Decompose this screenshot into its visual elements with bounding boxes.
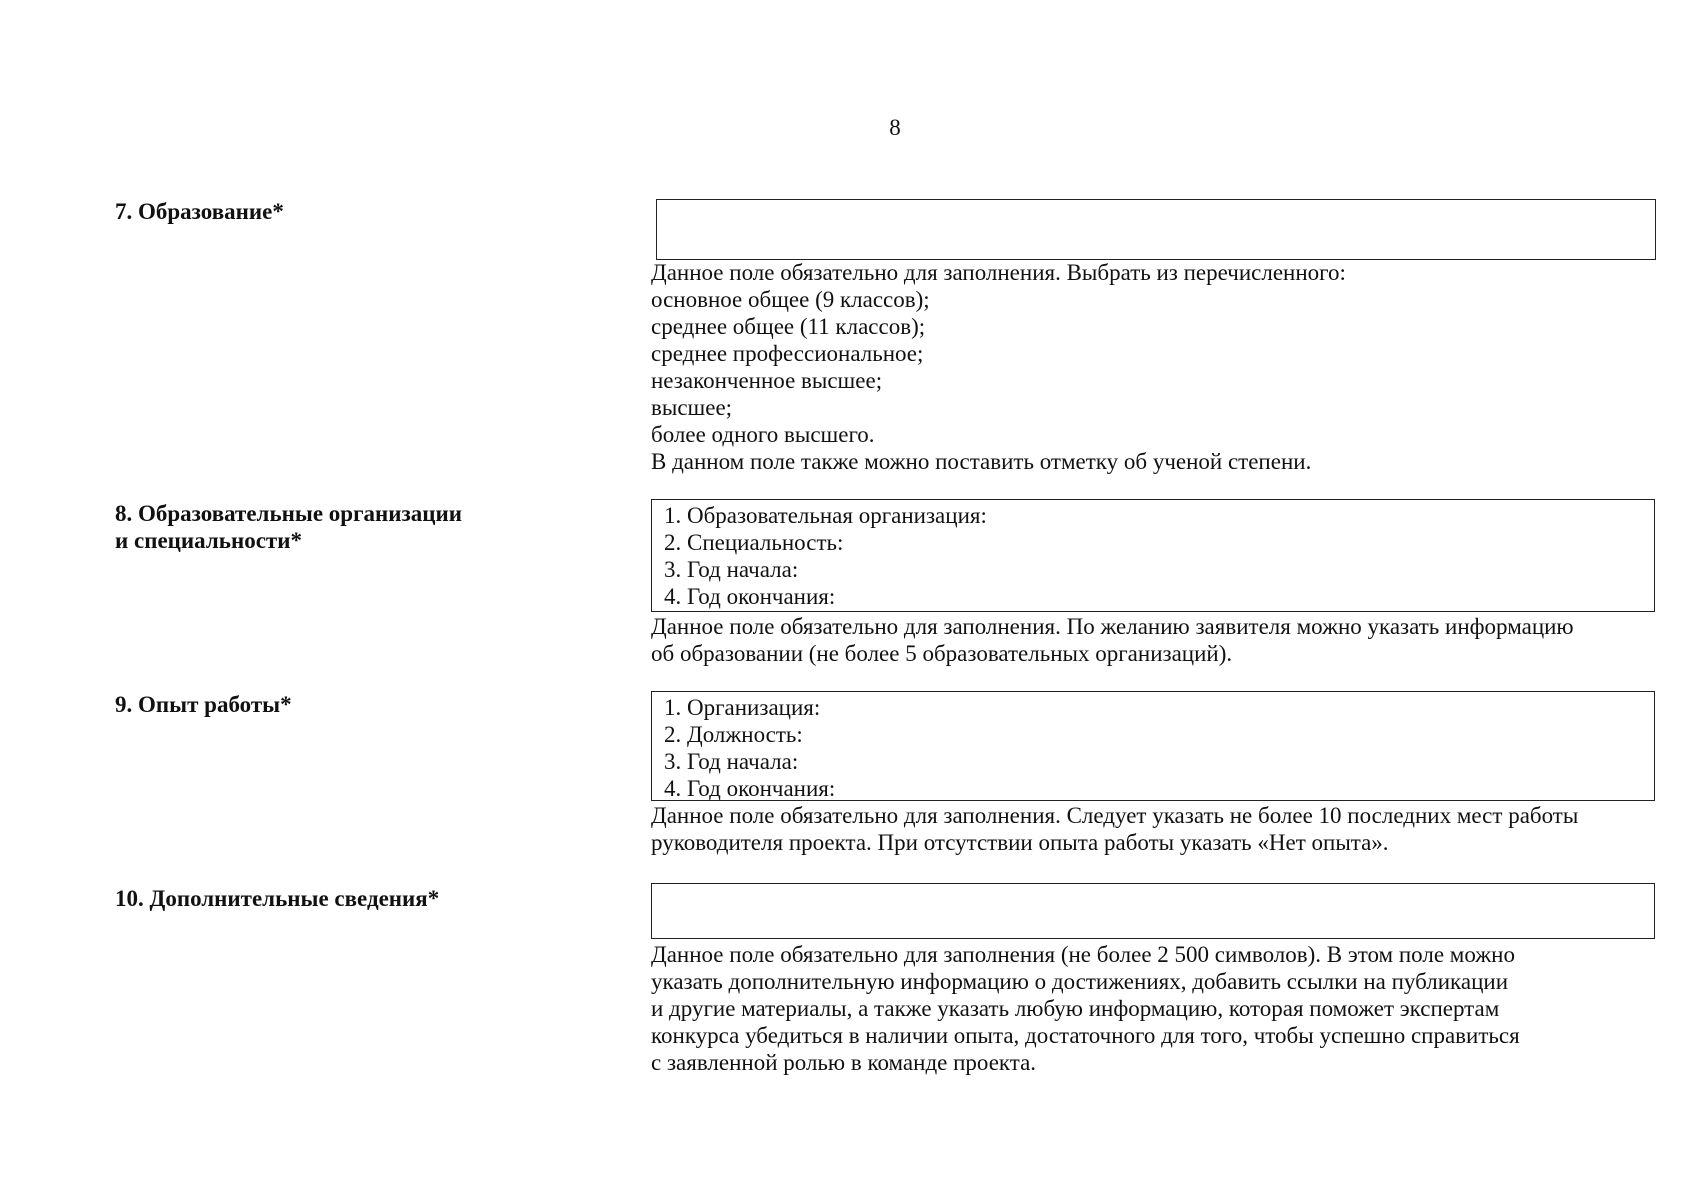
- hint-line: Данное поле обязательно для заполнения. По желанию заявителя можно указать информацию: [651, 614, 1574, 639]
- box-line: 1. Организация:: [664, 695, 821, 720]
- hint-line: более одного высшего.: [651, 422, 875, 447]
- hint-line: среднее профессиональное;: [651, 341, 924, 366]
- hint-line: указать дополнительную информацию о достижениях, добавить ссылки на публикации: [651, 969, 1509, 994]
- hint-line: и другие материалы, а также указать любую информацию, которая поможет экспертам: [651, 996, 1500, 1021]
- hint-line: с заявленной ролью в команде проекта.: [651, 1050, 1037, 1075]
- education-field[interactable]: [656, 199, 1656, 260]
- additional-info-label: [115, 885, 635, 912]
- label-line: 8. Образовательные организации: [115, 501, 463, 526]
- hint-line: незаконченное высшее;: [651, 368, 883, 393]
- box-line: 3. Год начала:: [664, 749, 799, 774]
- box-line: 2. Должность:: [664, 722, 803, 747]
- work-experience-field[interactable]: [651, 691, 1655, 801]
- label-line: и специальности*: [115, 528, 302, 553]
- education-label: [115, 198, 635, 225]
- box-line: 4. Год окончания:: [664, 584, 836, 609]
- work-experience-hint: [651, 802, 1661, 856]
- hint-line: среднее общее (11 классов);: [651, 314, 926, 339]
- work-experience-label: [115, 691, 635, 718]
- label-line: 9. Опыт работы*: [115, 692, 292, 717]
- box-line: 3. Год начала:: [664, 557, 799, 582]
- hint-line: Данное поле обязательно для заполнения. Следует указать не более 10 последних мест работы: [651, 803, 1579, 828]
- education-label-line: 7. Образование*: [115, 199, 284, 224]
- hint-line: конкурса убедиться в наличии опыта, достаточного для того, чтобы успешно справиться: [651, 1023, 1520, 1048]
- education-organizations-field[interactable]: [651, 499, 1655, 612]
- box-line: 1. Образовательная организация:: [664, 503, 987, 528]
- hint-line: высшее;: [651, 395, 733, 420]
- box-line: 2. Специальность:: [664, 530, 844, 555]
- hint-line: В данном поле также можно поставить отметку об ученой степени.: [651, 449, 1312, 474]
- education-organizations-label: [115, 500, 635, 554]
- label-line: 10. Дополнительные сведения*: [115, 886, 440, 911]
- additional-info-field[interactable]: [651, 883, 1655, 939]
- education-hint: [651, 259, 1661, 475]
- additional-info-hint: [651, 941, 1661, 1076]
- hint-line: руководителя проекта. При отсутствии опыта работы указать «Нет опыта».: [651, 830, 1389, 855]
- education-organizations-hint: [651, 613, 1661, 667]
- hint-line: об образовании (не более 5 образовательных организаций).: [651, 641, 1233, 666]
- box-line: 4. Год окончания:: [664, 776, 836, 801]
- hint-line: Данное поле обязательно для заполнения (не более 2 500 символов). В этом поле можно: [651, 942, 1515, 967]
- hint-line: основное общее (9 классов);: [651, 287, 930, 312]
- hint-line: Данное поле обязательно для заполнения. Выбрать из перечисленного:: [651, 260, 1346, 285]
- page-number: 8: [889, 115, 901, 140]
